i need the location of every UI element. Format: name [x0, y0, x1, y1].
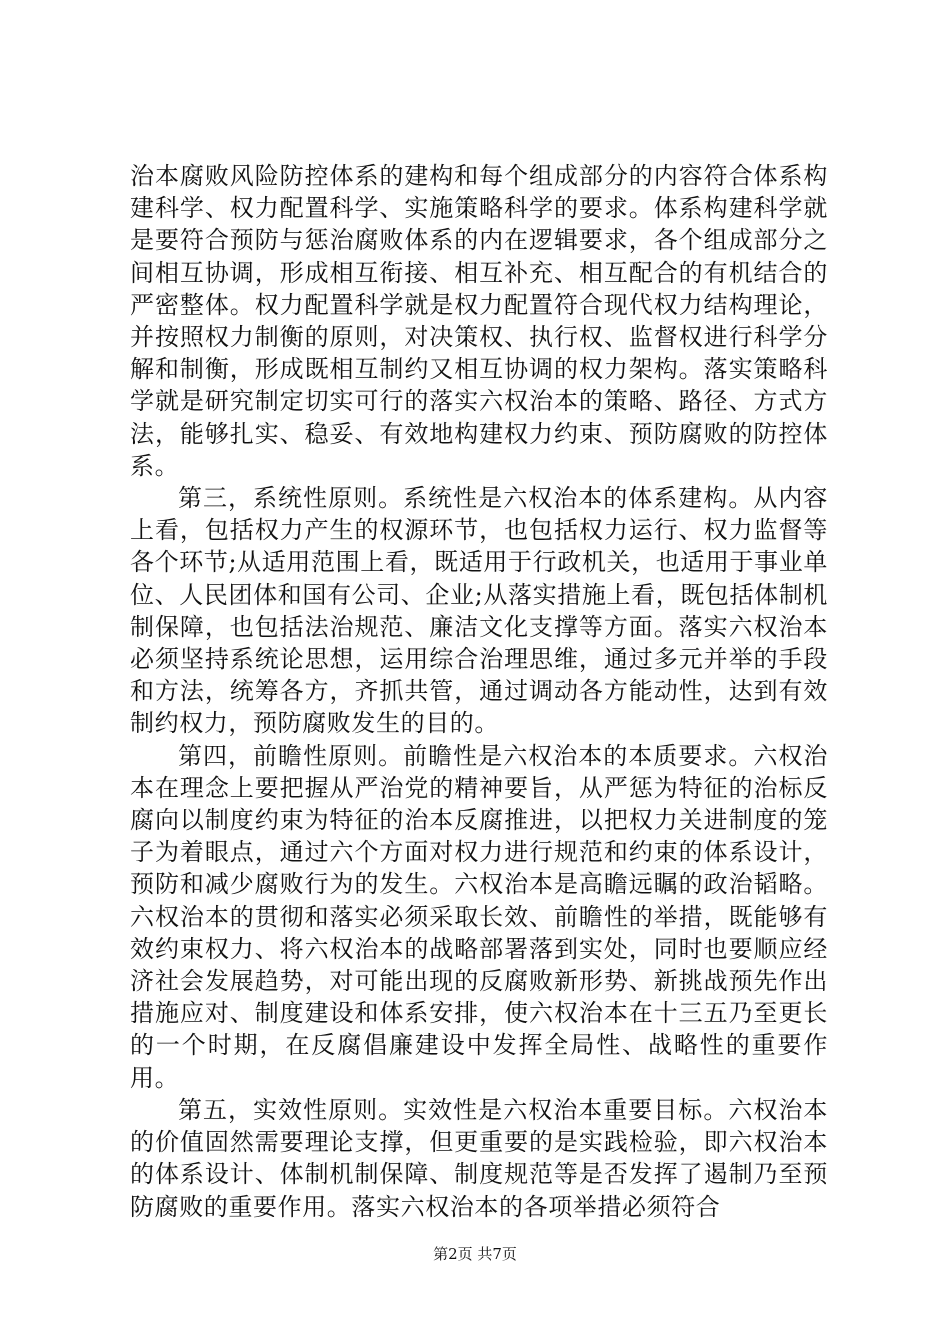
paragraph-4: 第五，实效性原则。实效性是六权治本重要目标。六权治本的价值固然需要理论支撑，但更重要的是实践检验，即六权治本的体系设计、体制机制保障、制度规范等是否发挥了遏制乃至预防腐败的重要作用。落实六权治本的各项举措必须符合 — [130, 1095, 828, 1221]
paragraph-2: 第三，系统性原则。系统性是六权治本的体系建构。从内容上看，包括权力产生的权源环节，也包括权力运行、权力监督等各个环节;从适用范围上看，既适用于行政机关，也适用于事业单位、人民团体和国有公司、企业;从落实措施上看，既包括体制机制保障，也包括法治规范、廉洁文化支撑等方面。落实六权治本必须坚持系统论思想，运用综合治理思维，通过多元并举的手段和方法，统筹各方，齐抓共管，通过调动各方能动性，达到有效制约权力，预防腐败发生的目的。 — [130, 484, 828, 738]
paragraph-1: 治本腐败风险防控体系的建构和每个组成部分的内容符合体系构建科学、权力配置科学、实施策略科学的要求。体系构建科学就是要符合预防与惩治腐败体系的内在逻辑要求，各个组成部分之间相互协调，形成相互衔接、相互补充、相互配合的有机结合的严密整体。权力配置科学就是权力配置符合现代权力结构理论，并按照权力制衡的原则，对决策权、执行权、监督权进行科学分解和制衡，形成既相互制约又相互协调的权力架构。落实策略科学就是研究制定切实可行的落实六权治本的策略、路径、方式方法，能够扎实、稳妥、有效地构建权力约束、预防腐败的防控体系。 — [130, 162, 828, 480]
paragraph-3: 第四，前瞻性原则。前瞻性是六权治本的本质要求。六权治本在理念上要把握从严治党的精神要旨，从严惩为特征的治标反腐向以制度约束为特征的治本反腐推进，以把权力关进制度的笼子为着眼点，通过六个方面对权力进行规范和约束的体系设计，预防和减少腐败行为的发生。六权治本是高瞻远瞩的政治韬略。六权治本的贯彻和落实必须采取长效、前瞻性的举措，既能够有效约束权力、将六权治本的战略部署落到实处，同时也要顺应经济社会发展趋势，对可能出现的反腐败新形势、新挑战预先作出措施应对、制度建设和体系安排，使六权治本在十三五乃至更长的一个时期，在反腐倡廉建设中发挥全局性、战略性的重要作用。 — [130, 741, 828, 1092]
document-body — [130, 160, 828, 1223]
page-number-footer: 第2页 共7页 — [433, 1245, 517, 1263]
